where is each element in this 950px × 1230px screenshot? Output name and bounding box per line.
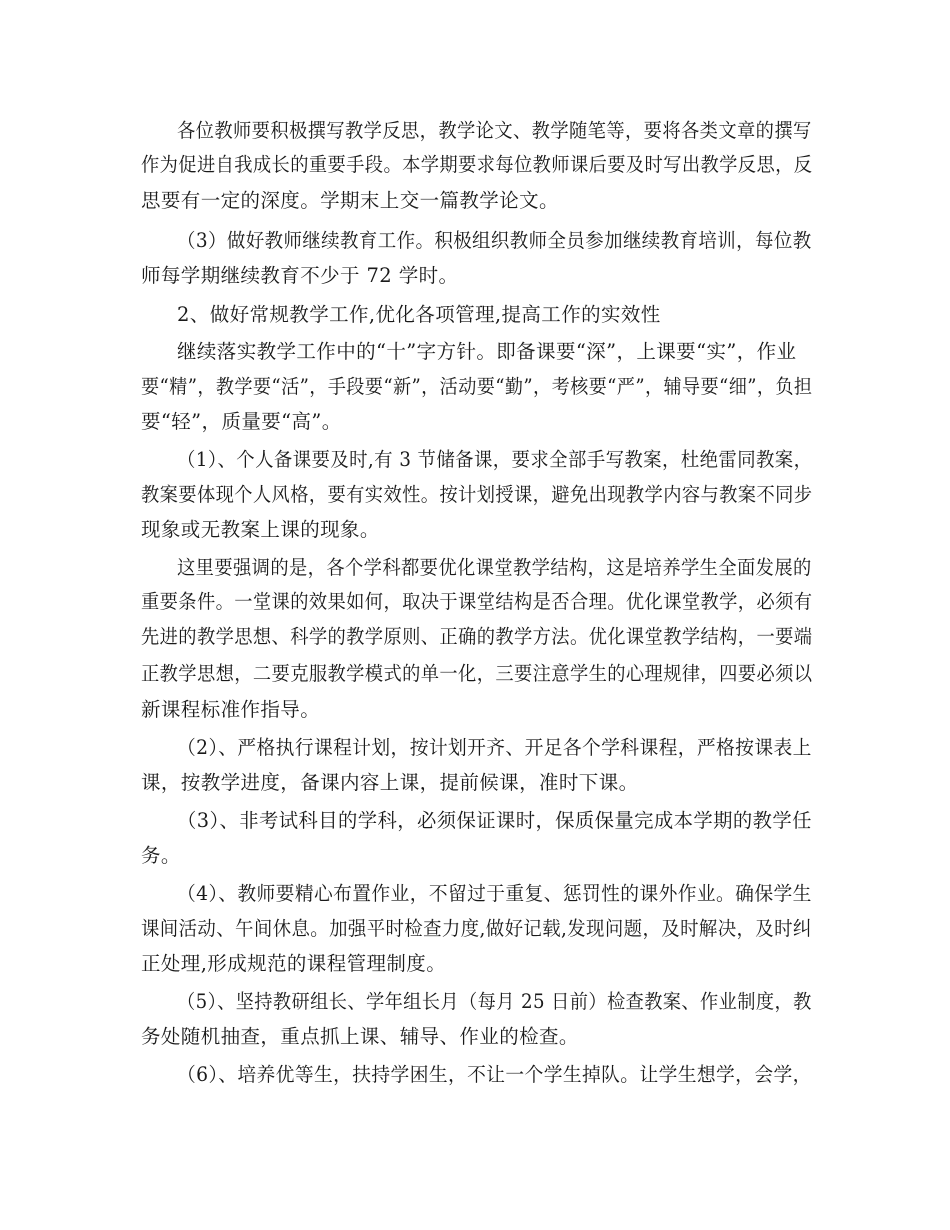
paragraph-line: 2、做好常规教学工作,优化各项管理,提高工作的实效性 bbox=[177, 303, 661, 326]
paragraph-line: 务。 bbox=[141, 844, 181, 867]
paragraph-line: 这里要强调的是，各个学科都要优化课堂教学结构，这是培养学生全面发展的 bbox=[177, 556, 812, 579]
paragraph-line: 正处理,形成规范的课程管理制度。 bbox=[141, 952, 447, 975]
paragraph-line: （3）做好教师继续教育工作。积极组织教师全员参加继续教育培训，每位教 bbox=[177, 229, 812, 252]
paragraph-line: 作为促进自我成长的重要手段。本学期要求每位教师课后要及时写出教学反思，反 bbox=[141, 153, 813, 176]
paragraph-line: 师每学期继续教育不少于 72 学时。 bbox=[141, 264, 459, 287]
paragraph-line: 各位教师要积极撰写教学反思，教学论文、教学随笔等，要将各类文章的撰写 bbox=[177, 119, 812, 142]
paragraph-line: （3）、非考试科目的学科，必须保证课时，保质保量完成本学期的教学任 bbox=[177, 809, 812, 832]
paragraph-line: 正教学思想，二要克服教学模式的单一化，三要注意学生的心理规律，四要必须以 bbox=[141, 662, 813, 685]
paragraph-line: 新课程标准作指导。 bbox=[141, 698, 321, 721]
paragraph-line: 重要条件。一堂课的效果如何，取决于课堂结构是否合理。优化课堂教学，必须有 bbox=[141, 590, 813, 613]
paragraph-line: （4）、教师要精心布置作业，不留过于重复、惩罚性的课外作业。确保学生 bbox=[177, 882, 812, 905]
paragraph-line: 教案要体现个人风格，要有实效性。按计划授课，避免出现教学内容与教案不同步 bbox=[141, 483, 813, 506]
paragraph-line: （1）、个人备课要及时,有 3 节储备课，要求全部手写教案，杜绝雷同教案， bbox=[177, 448, 813, 471]
paragraph-line: 要“精”，教学要“活”，手段要“新”，活动要“勤”，考核要“严”，辅导要“细”，负担 bbox=[141, 375, 813, 398]
paragraph-line: （5）、坚持教研组长、学年组长月（每月 25 日前）检查教案、作业制度，教 bbox=[177, 990, 812, 1013]
paragraph-line: 现象或无教案上课的现象。 bbox=[141, 518, 380, 541]
paragraph-line: 课，按教学进度，备课内容上课，提前候课，准时下课。 bbox=[141, 771, 639, 794]
paragraph-line: 课间活动、午间休息。加强平时检查力度,做好记载,发现问题，及时解决，及时纠 bbox=[141, 917, 812, 940]
paragraph-line: 继续落实教学工作中的“十”字方针。即备课要“深”，上课要“实”，作业 bbox=[177, 340, 797, 363]
paragraph-line: 思要有一定的深度。学期末上交一篇教学论文。 bbox=[141, 189, 559, 212]
paragraph-line: 务处随机抽查，重点抓上课、辅导、作业的检查。 bbox=[141, 1025, 579, 1048]
paragraph-line: （6）、培养优等生，扶持学困生，不让一个学生掉队。让学生想学，会学， bbox=[177, 1063, 812, 1086]
paragraph-line: 要“轻”，质量要“高”。 bbox=[141, 410, 342, 433]
paragraph-line: 先进的教学思想、科学的教学原则、正确的教学方法。优化课堂教学结构，一要端 bbox=[141, 625, 813, 648]
paragraph-line: （2）、严格执行课程计划，按计划开齐、开足各个学科课程，严格按课表上 bbox=[177, 736, 812, 759]
